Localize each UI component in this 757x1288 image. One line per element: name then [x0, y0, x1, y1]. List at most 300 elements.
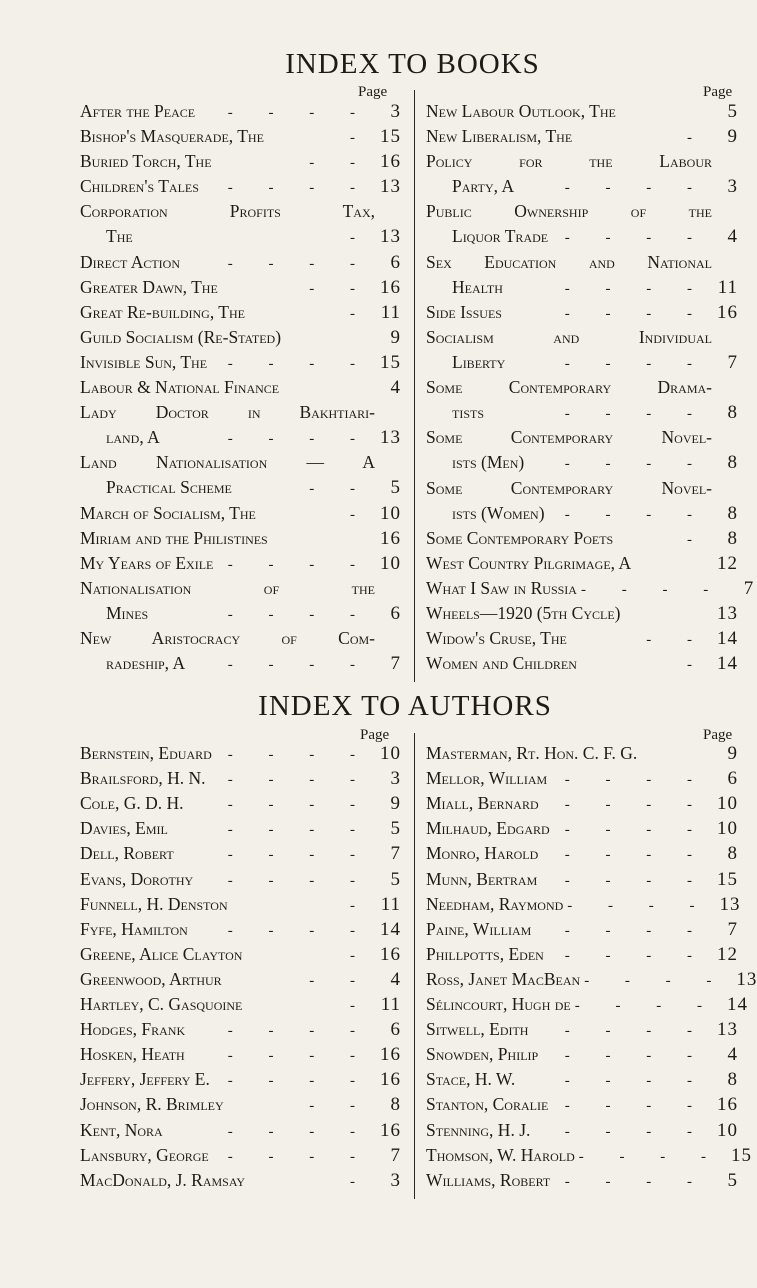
entry-line — [80, 252, 401, 277]
entry-line — [426, 818, 738, 843]
entry-title: Milhaud, Edgard — [426, 818, 550, 839]
authors-left-page-label: Page — [360, 727, 390, 743]
authors-entry — [80, 818, 401, 843]
entry-line — [426, 994, 748, 1019]
entry-line — [80, 277, 401, 302]
dot-leader: - - - - — [564, 1173, 708, 1190]
authors-entry — [80, 944, 401, 969]
dot-leader: - - - - — [227, 747, 371, 763]
entry-title: Hodges, Frank — [80, 1019, 186, 1040]
entry-title: Wheels—1920 (5th Cycle) — [426, 603, 621, 623]
dot-leader: - - — [309, 481, 371, 498]
authors-entry — [426, 919, 738, 944]
page-number: 8 — [727, 843, 738, 865]
entry-title: Women and Children — [426, 653, 577, 674]
entry-line — [426, 968, 757, 994]
page-number: 3 — [390, 101, 401, 122]
entry-title: Sitwell, Edith — [426, 1019, 529, 1040]
page-number: 16 — [380, 1069, 401, 1091]
entry-line — [426, 126, 738, 151]
entry-line — [80, 894, 401, 919]
dot-leader: - - - - — [564, 1023, 708, 1040]
authors-entry — [80, 843, 401, 868]
dot-leader: - - - - — [564, 822, 708, 839]
entry-title: Sex Education and National — [426, 251, 712, 272]
dot-leader: - - - - — [574, 998, 718, 1014]
dot-leader: - — [687, 130, 708, 147]
page-number: 12 — [717, 943, 738, 965]
page-number: 8 — [727, 1069, 738, 1091]
dot-leader: - - — [309, 155, 371, 172]
dot-leader: - — [687, 657, 708, 674]
entry-title: Side Issues — [426, 301, 502, 322]
page-number: 16 — [717, 1094, 738, 1116]
page-number: 14 — [717, 653, 738, 675]
books-entry — [80, 126, 401, 151]
dot-leader: - - - - — [227, 356, 371, 372]
entry-title: Masterman, Rt. Hon. C. F. G. — [426, 743, 638, 763]
entry-line — [426, 201, 738, 226]
page-number: 6 — [727, 768, 738, 790]
authors-entry — [80, 1145, 401, 1170]
entry-title: Johnson, R. Brimley — [80, 1094, 224, 1115]
books-entry — [426, 653, 738, 678]
entry-line — [80, 994, 401, 1019]
dot-leader: - - - - — [564, 922, 708, 939]
entry-title: New Liberalism, The — [426, 126, 573, 147]
entry-line — [426, 919, 738, 944]
entry-title: Greene, Alice Clayton — [80, 943, 243, 964]
page-number: 13 — [380, 427, 401, 449]
entry-title: Nationalisation of the — [80, 577, 375, 598]
authors-entry — [80, 1170, 401, 1195]
entry-line — [426, 252, 738, 277]
entry-line — [80, 628, 401, 653]
books-entry — [426, 628, 738, 653]
entry-title: Socialism and Individual — [426, 326, 712, 347]
entry-line — [80, 101, 401, 126]
books-entry — [80, 352, 401, 377]
entry-line — [80, 377, 401, 402]
entry-title: Buried Torch, The — [80, 151, 212, 172]
entry-title: Hosken, Heath — [80, 1044, 185, 1065]
dot-leader: - - — [646, 632, 708, 649]
entry-title: land, A — [106, 427, 160, 448]
entry-line — [80, 793, 401, 818]
books-entry — [426, 427, 738, 477]
page-number: 3 — [727, 176, 738, 198]
page-number: 9 — [390, 326, 401, 348]
entry-line — [80, 226, 401, 251]
entry-title: Funnell, H. Denston — [80, 893, 228, 914]
authors-entry — [80, 1044, 401, 1069]
entry-line — [80, 743, 401, 768]
entry-line — [426, 528, 738, 553]
entry-line — [80, 553, 401, 578]
entry-line — [426, 893, 741, 919]
page-number: 10 — [717, 818, 738, 840]
entry-line — [426, 1120, 738, 1145]
entry-title: March of Socialism, The — [80, 502, 256, 523]
dot-leader: - - - - — [227, 822, 371, 839]
page-number: 5 — [727, 101, 738, 122]
entry-title: Thomson, W. Harold — [426, 1144, 575, 1165]
entry-line — [426, 352, 738, 377]
authors-entry — [426, 1069, 738, 1094]
page-number: 13 — [380, 176, 401, 198]
entry-line — [426, 869, 738, 894]
page-number: 8 — [390, 1094, 401, 1116]
authors-entry — [80, 793, 401, 818]
books-entry — [426, 577, 755, 603]
dot-leader: - - - - — [578, 1148, 722, 1165]
entry-title: New Labour Outlook, The — [426, 101, 616, 121]
entry-title: Party, A — [452, 176, 515, 197]
dot-leader: - - — [309, 1098, 371, 1115]
page-number: 4 — [727, 226, 738, 248]
page-number: 10 — [380, 552, 401, 574]
entry-title: Miriam and the Philistines — [80, 527, 268, 548]
entry-title: New Aristocracy of Com- — [80, 628, 375, 649]
entry-line — [426, 1170, 738, 1195]
page-number: 14 — [727, 994, 748, 1015]
entry-title: Greater Dawn, The — [80, 276, 218, 297]
entry-title: My Years of Exile — [80, 552, 214, 573]
entry-line — [426, 768, 738, 793]
authors-entry — [80, 919, 401, 944]
entry-line — [426, 843, 738, 868]
dot-leader: - - - - — [567, 897, 711, 914]
entry-title: Ross, Janet MacBean — [426, 968, 581, 989]
entry-line — [80, 427, 401, 452]
entry-line — [426, 1094, 738, 1119]
dot-leader: - - - - — [227, 1148, 371, 1165]
page-number: 9 — [727, 126, 738, 148]
entry-line — [80, 768, 401, 793]
entry-title: Davies, Emil — [80, 818, 168, 839]
page-number: 10 — [380, 502, 401, 524]
entry-title: Evans, Dorothy — [80, 868, 194, 889]
entry-title: Some Contemporary Novel- — [426, 427, 712, 448]
page-number: 3 — [390, 1169, 401, 1191]
authors-entry — [80, 743, 401, 768]
page-number: 15 — [380, 352, 401, 373]
entry-title: radeship, A — [106, 653, 186, 674]
page-number: 8 — [727, 452, 738, 474]
entry-title: Some Contemporary Novel- — [426, 477, 712, 498]
dot-leader: - - - - — [564, 180, 708, 197]
dot-leader: - - - - — [564, 1123, 708, 1140]
entry-title: Sélincourt, Hugh de — [426, 994, 571, 1014]
books-entry — [80, 252, 401, 277]
entry-title: Cole, G. D. H. — [80, 793, 184, 814]
books-entry — [426, 377, 738, 427]
authors-entry — [426, 944, 738, 969]
page-number: 15 — [380, 126, 401, 148]
books-entry — [80, 553, 401, 578]
entry-line — [426, 452, 738, 477]
entry-line — [80, 818, 401, 843]
page-number: 4 — [390, 377, 401, 399]
dot-leader: - - - - — [227, 255, 371, 272]
entry-title: MacDonald, J. Ramsay — [80, 1169, 246, 1190]
page-number: 13 — [736, 968, 757, 990]
page-number: 7 — [727, 351, 738, 373]
dot-leader: - - - - — [564, 947, 708, 964]
entry-line — [80, 1019, 401, 1044]
dot-leader: - - — [309, 280, 371, 297]
books-entry — [80, 578, 401, 628]
entry-title: Williams, Robert — [426, 1169, 551, 1190]
entry-line — [80, 302, 401, 327]
dot-leader: - - - - — [227, 872, 371, 889]
page-number: 6 — [390, 602, 401, 624]
page-number: 7 — [390, 1144, 401, 1166]
page-number: 10 — [717, 793, 738, 815]
authors-entry — [426, 1094, 738, 1119]
authors-entry — [80, 1069, 401, 1094]
books-entry — [426, 478, 738, 528]
page-number: 9 — [390, 793, 401, 815]
dot-leader: - - - - — [564, 406, 708, 423]
page-number: 16 — [380, 1044, 401, 1066]
page-number: 11 — [380, 893, 401, 915]
books-entry — [426, 603, 738, 628]
page-number: 5 — [390, 868, 401, 890]
dot-leader: - - - - — [564, 355, 708, 372]
entry-title: Lansbury, George — [80, 1144, 209, 1165]
entry-title: After the Peace — [80, 101, 196, 121]
entry-line — [80, 352, 401, 377]
page-number: 5 — [390, 477, 401, 499]
dot-leader: - — [687, 531, 708, 548]
dot-leader: - - - - — [564, 280, 708, 297]
dot-leader: - - - - — [584, 972, 728, 989]
page-number: 11 — [380, 994, 401, 1015]
entry-line — [80, 843, 401, 868]
page-number: 8 — [727, 527, 738, 549]
entry-title: Some Contemporary Poets — [426, 527, 614, 548]
entry-title: Direct Action — [80, 251, 181, 272]
dot-leader: - - - - — [227, 606, 371, 623]
dot-leader: - - - - — [564, 772, 708, 789]
entry-title: Lady Doctor in Bakhtiari- — [80, 402, 375, 423]
authors-entry — [426, 994, 748, 1019]
books-entry — [426, 553, 738, 578]
page-number: 11 — [380, 301, 401, 323]
dot-leader: - - — [309, 972, 371, 989]
dot-leader: - - - - — [227, 922, 371, 939]
entry-line — [426, 327, 738, 352]
dot-leader: - - - - — [227, 847, 371, 864]
entry-title: Public Ownership of the — [426, 201, 712, 222]
authors-entry — [80, 1120, 401, 1145]
dot-leader: - - - - — [564, 797, 708, 814]
page-number: 16 — [717, 301, 738, 323]
dot-leader: - - - - — [227, 180, 371, 197]
entry-line — [426, 277, 738, 302]
page-number: 10 — [380, 743, 401, 764]
dot-leader: - - - - — [227, 1073, 371, 1090]
authors-entry — [426, 743, 738, 768]
entry-title: What I Saw in Russia — [426, 577, 577, 598]
authors-entry — [426, 818, 738, 843]
books-entry — [426, 201, 738, 251]
dot-leader: - - - - — [227, 772, 371, 789]
page-number: 16 — [380, 527, 401, 549]
page-number: 13 — [719, 893, 741, 915]
dot-leader: - - - - — [580, 581, 725, 598]
books-entry — [426, 302, 738, 327]
authors-entry — [80, 1019, 401, 1044]
dot-leader: - - - - — [227, 1023, 371, 1040]
entry-line — [80, 944, 401, 969]
books-entry — [80, 452, 401, 502]
entry-title: Widow's Cruse, The — [426, 628, 567, 649]
authors-entry — [426, 968, 757, 994]
page-number: 16 — [380, 276, 401, 298]
entry-line — [426, 628, 738, 653]
page-number: 7 — [390, 843, 401, 865]
authors-entry — [426, 1120, 738, 1145]
entry-line — [426, 302, 738, 327]
entry-line — [426, 226, 738, 251]
entry-line — [426, 176, 738, 201]
entry-line — [80, 1069, 401, 1094]
books-entry — [426, 126, 738, 151]
dot-leader: - - - - — [227, 1048, 371, 1065]
authors-entry — [80, 1094, 401, 1119]
entry-line — [80, 603, 401, 628]
entry-line — [80, 176, 401, 201]
entry-title: Stanton, Coralie — [426, 1094, 549, 1115]
entry-line — [426, 377, 738, 402]
entry-title: Brailsford, H. N. — [80, 768, 206, 789]
books-entry — [80, 402, 401, 452]
authors-entry — [426, 1019, 738, 1044]
entry-title: Stace, H. W. — [426, 1069, 516, 1090]
entry-title: Mines — [106, 602, 149, 623]
authors-entry — [426, 1170, 738, 1195]
dot-leader: - - - - — [564, 305, 708, 322]
entry-line — [80, 653, 401, 678]
page-number: 13 — [717, 603, 738, 624]
entry-title: Dell, Robert — [80, 843, 174, 864]
entry-line — [80, 1044, 401, 1069]
page-number: 12 — [717, 552, 738, 574]
entry-line — [80, 201, 401, 226]
dot-leader: - — [350, 230, 371, 247]
books-entry — [426, 252, 738, 302]
entry-line — [80, 452, 401, 477]
entry-line — [426, 1044, 738, 1069]
books-entry — [80, 201, 401, 251]
books-entry — [426, 151, 738, 201]
entry-title: Monro, Harold — [426, 843, 539, 864]
entry-title: Jeffery, Jeffery E. — [80, 1069, 210, 1090]
entry-title: Practical Scheme — [106, 477, 232, 498]
entry-line — [80, 1094, 401, 1119]
page-number: 7 — [743, 577, 755, 599]
entry-line — [426, 944, 738, 969]
books-entry — [80, 503, 401, 528]
entry-title: West Country Pilgrimage, A — [426, 552, 632, 573]
entry-line — [426, 603, 738, 628]
entry-line — [426, 1019, 738, 1044]
dot-leader: - - - - — [227, 105, 371, 121]
entry-title: Hartley, C. Gasquoine — [80, 994, 243, 1014]
entry-title: Bernstein, Eduard — [80, 743, 212, 763]
entry-line — [426, 577, 755, 603]
books-entry — [80, 151, 401, 176]
authors-entry — [426, 768, 738, 793]
entry-line — [426, 1069, 738, 1094]
entry-line — [426, 1144, 752, 1170]
dot-leader: - - - - — [227, 1123, 371, 1140]
page-number: 16 — [380, 151, 401, 173]
entry-title: tists — [452, 402, 485, 423]
dot-leader: - - - - — [564, 1048, 708, 1065]
page-number: 16 — [380, 1119, 401, 1141]
books-right-page-label: Page — [703, 84, 733, 100]
dot-leader: - - - - — [227, 797, 371, 814]
entry-title: Health — [452, 276, 503, 297]
entry-title: ists (Men) — [452, 452, 525, 473]
books-entry — [80, 327, 401, 352]
entry-line — [80, 327, 401, 352]
page-number: 3 — [390, 768, 401, 790]
dot-leader: - - - - — [564, 506, 708, 523]
entry-title: Kent, Nora — [80, 1119, 163, 1140]
authors-entry — [80, 994, 401, 1019]
page-number: 11 — [717, 276, 738, 298]
dot-leader: - - - - — [564, 847, 708, 864]
entry-title: Paine, William — [426, 918, 532, 939]
authors-entry — [80, 894, 401, 919]
books-entry — [80, 528, 401, 553]
page-number: 6 — [390, 1019, 401, 1041]
page-number: 9 — [727, 743, 738, 764]
authors-entry — [80, 969, 401, 994]
entry-line — [80, 1120, 401, 1145]
dot-leader: - — [350, 897, 371, 914]
entry-line — [426, 101, 738, 126]
dot-leader: - - - - — [227, 657, 371, 674]
dot-leader: - - - - — [564, 1098, 708, 1115]
page-number: 6 — [390, 251, 401, 273]
entry-line — [426, 653, 738, 678]
page-number: 8 — [727, 402, 738, 424]
page-number: 5 — [390, 818, 401, 840]
authors-column-divider — [414, 733, 415, 1199]
dot-leader: - - - - — [227, 556, 371, 573]
authors-right-page-label: Page — [703, 727, 733, 743]
authors-entry — [426, 843, 738, 868]
entry-title: Guild Socialism (Re-Stated) — [80, 326, 282, 347]
page-number: 7 — [727, 918, 738, 940]
page-number: 13 — [717, 1019, 738, 1041]
entry-title: Corporation Profits Tax, — [80, 201, 375, 222]
entry-line — [80, 1170, 401, 1195]
entry-title: Miall, Bernard — [426, 793, 539, 814]
authors-entry — [80, 768, 401, 793]
page-number: 4 — [727, 1044, 738, 1066]
entry-line — [80, 969, 401, 994]
entry-title: Land Nationalisation — A — [80, 452, 375, 473]
entry-title: Children's Tales — [80, 176, 199, 197]
entry-title: Some Contemporary Drama- — [426, 377, 712, 398]
entry-line — [426, 503, 738, 528]
